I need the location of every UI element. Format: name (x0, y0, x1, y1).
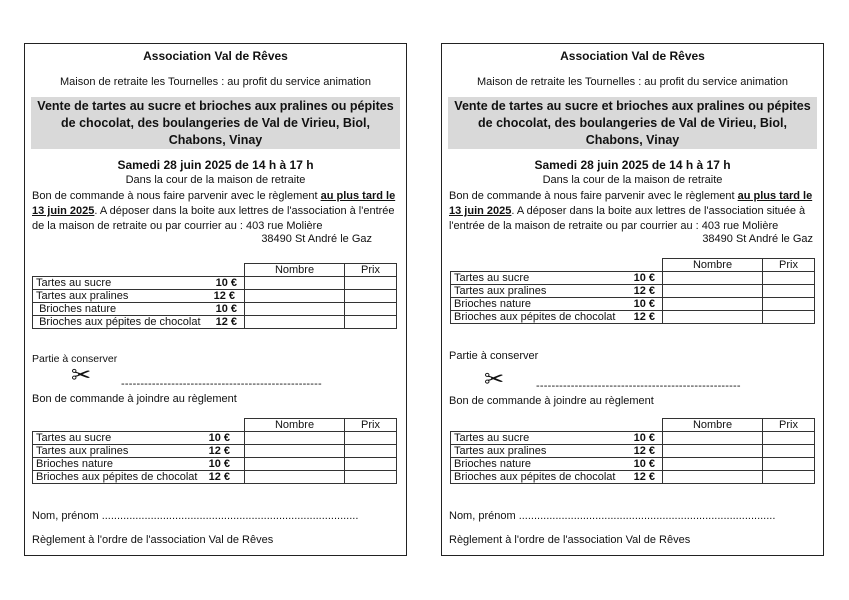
table-row: Tartes aux pralines 12 € (33, 445, 397, 458)
event-date: Samedi 28 juin 2025 de 14 h à 17 h (534, 158, 731, 172)
order-form-left (24, 43, 407, 556)
col-qty: Nombre (663, 419, 763, 432)
event-place: Dans la cour de la maison de retraite (125, 174, 306, 186)
col-qty: Nombre (245, 264, 345, 277)
price-cell[interactable] (763, 471, 815, 484)
postal-city: 38490 St André le Gaz (702, 233, 813, 245)
qty-cell[interactable] (245, 303, 345, 316)
sale-banner: Vente de tartes au sucre et brioches aux pralines ou pépites de chocolat, des boulangeries de Val de Virieu, Biol, Chabons, Vinay (448, 97, 817, 149)
price-cell[interactable] (763, 432, 815, 445)
table-row: Tartes aux pralines 12 € (451, 285, 815, 298)
price-table-join (450, 418, 815, 484)
cut-line: ---------------------------------------------------- (121, 378, 322, 390)
col-qty: Nombre (663, 259, 763, 272)
order-rest: . A déposer dans la boite aux lettres de l'association située à l'entrée de la maison de retraite ou par courrier au : 403 rue Molière (449, 205, 806, 232)
price-cell[interactable] (345, 471, 397, 484)
qty-cell[interactable] (245, 458, 345, 471)
table-row: Brioches aux pépites de chocolat 12 € (33, 316, 397, 329)
price-cell[interactable] (763, 272, 815, 285)
price-cell[interactable] (345, 445, 397, 458)
price-cell[interactable] (345, 432, 397, 445)
payment-note: Règlement à l'ordre de l'association Val de Rêves (449, 534, 691, 546)
scissors-icon: ✂ (71, 362, 92, 389)
order-instructions (32, 189, 400, 234)
join-label: Bon de commande à joindre au règlement (32, 393, 237, 405)
table-row: Brioches nature 10 € (33, 458, 397, 471)
price-cell[interactable] (345, 277, 397, 290)
event-date: Samedi 28 juin 2025 de 14 h à 17 h (117, 158, 314, 172)
col-price: Prix (345, 264, 397, 277)
order-instructions (449, 189, 817, 234)
cut-line: ----------------------------------------------------- (536, 380, 741, 392)
postal-city: 38490 St André le Gaz (261, 233, 372, 245)
price-cell[interactable] (345, 316, 397, 329)
table-row: Brioches aux pépites de chocolat 12 € (33, 471, 397, 484)
sale-banner: Vente de tartes au sucre et brioches aux pralines ou pépites de chocolat, des boulangeries de Val de Virieu, Biol, Chabons, Vinay (31, 97, 400, 149)
order-form-right (441, 43, 824, 556)
table-row: Tartes aux pralines 12 € (33, 290, 397, 303)
keep-label: Partie à conserver (449, 350, 539, 362)
table-row: Tartes au sucre 10 € (33, 432, 397, 445)
scissors-icon: ✂ (484, 366, 505, 393)
table-row: Brioches nature 10 € (451, 458, 815, 471)
col-price: Prix (763, 419, 815, 432)
qty-cell[interactable] (245, 277, 345, 290)
qty-cell[interactable] (245, 432, 345, 445)
join-label: Bon de commande à joindre au règlement (449, 395, 654, 407)
table-row: Tartes au sucre 10 € (451, 432, 815, 445)
qty-cell[interactable] (663, 432, 763, 445)
qty-cell[interactable] (663, 445, 763, 458)
qty-cell[interactable] (663, 458, 763, 471)
name-field-line[interactable]: Nom, prénom .................................................................................... (32, 510, 359, 522)
table-row: Brioches aux pépites de chocolat 12 € (451, 471, 815, 484)
price-cell[interactable] (763, 285, 815, 298)
price-table-join (32, 418, 397, 484)
order-deadline: au plus tard le 13 juin 2025 (32, 190, 396, 217)
price-table-keep (450, 258, 815, 324)
price-cell[interactable] (763, 298, 815, 311)
qty-cell[interactable] (245, 316, 345, 329)
table-row: Brioches nature 10 € (451, 298, 815, 311)
order-rest: . A déposer dans la boite aux lettres de l'association à l'entrée de la maison de retraite ou par courrier au : 403 rue Molière (32, 205, 395, 232)
table-row: Tartes aux pralines 12 € (451, 445, 815, 458)
price-cell[interactable] (763, 445, 815, 458)
col-qty: Nombre (245, 419, 345, 432)
price-cell[interactable] (345, 290, 397, 303)
col-price: Prix (763, 259, 815, 272)
qty-cell[interactable] (245, 290, 345, 303)
price-cell[interactable] (763, 311, 815, 324)
price-cell[interactable] (345, 458, 397, 471)
qty-cell[interactable] (245, 471, 345, 484)
table-row: Tartes au sucre 10 € (33, 277, 397, 290)
order-intro: Bon de commande à nous faire parvenir avec le règlement (449, 190, 738, 202)
table-row: Brioches aux pépites de chocolat 12 € (451, 311, 815, 324)
subtitle: Maison de retraite les Tournelles : au profit du service animation (476, 76, 788, 88)
qty-cell[interactable] (245, 445, 345, 458)
name-field-line[interactable]: Nom, prénom .................................................................................... (449, 510, 776, 522)
payment-note: Règlement à l'ordre de l'association Val de Rêves (32, 534, 274, 546)
qty-cell[interactable] (663, 298, 763, 311)
order-deadline: au plus tard le 13 juin 2025 (449, 190, 813, 217)
association-title: Association Val de Rêves (143, 49, 288, 63)
subtitle: Maison de retraite les Tournelles : au profit du service animation (59, 76, 371, 88)
table-row: Brioches nature 10 € (33, 303, 397, 316)
qty-cell[interactable] (663, 285, 763, 298)
price-cell[interactable] (345, 303, 397, 316)
qty-cell[interactable] (663, 311, 763, 324)
order-intro: Bon de commande à nous faire parvenir avec le règlement (32, 190, 321, 202)
event-place: Dans la cour de la maison de retraite (542, 174, 723, 186)
price-table-keep (32, 263, 397, 329)
keep-label: Partie à conserver (32, 353, 118, 365)
qty-cell[interactable] (663, 471, 763, 484)
price-cell[interactable] (763, 458, 815, 471)
col-price: Prix (345, 419, 397, 432)
association-title: Association Val de Rêves (560, 49, 705, 63)
qty-cell[interactable] (663, 272, 763, 285)
table-row: Tartes au sucre 10 € (451, 272, 815, 285)
